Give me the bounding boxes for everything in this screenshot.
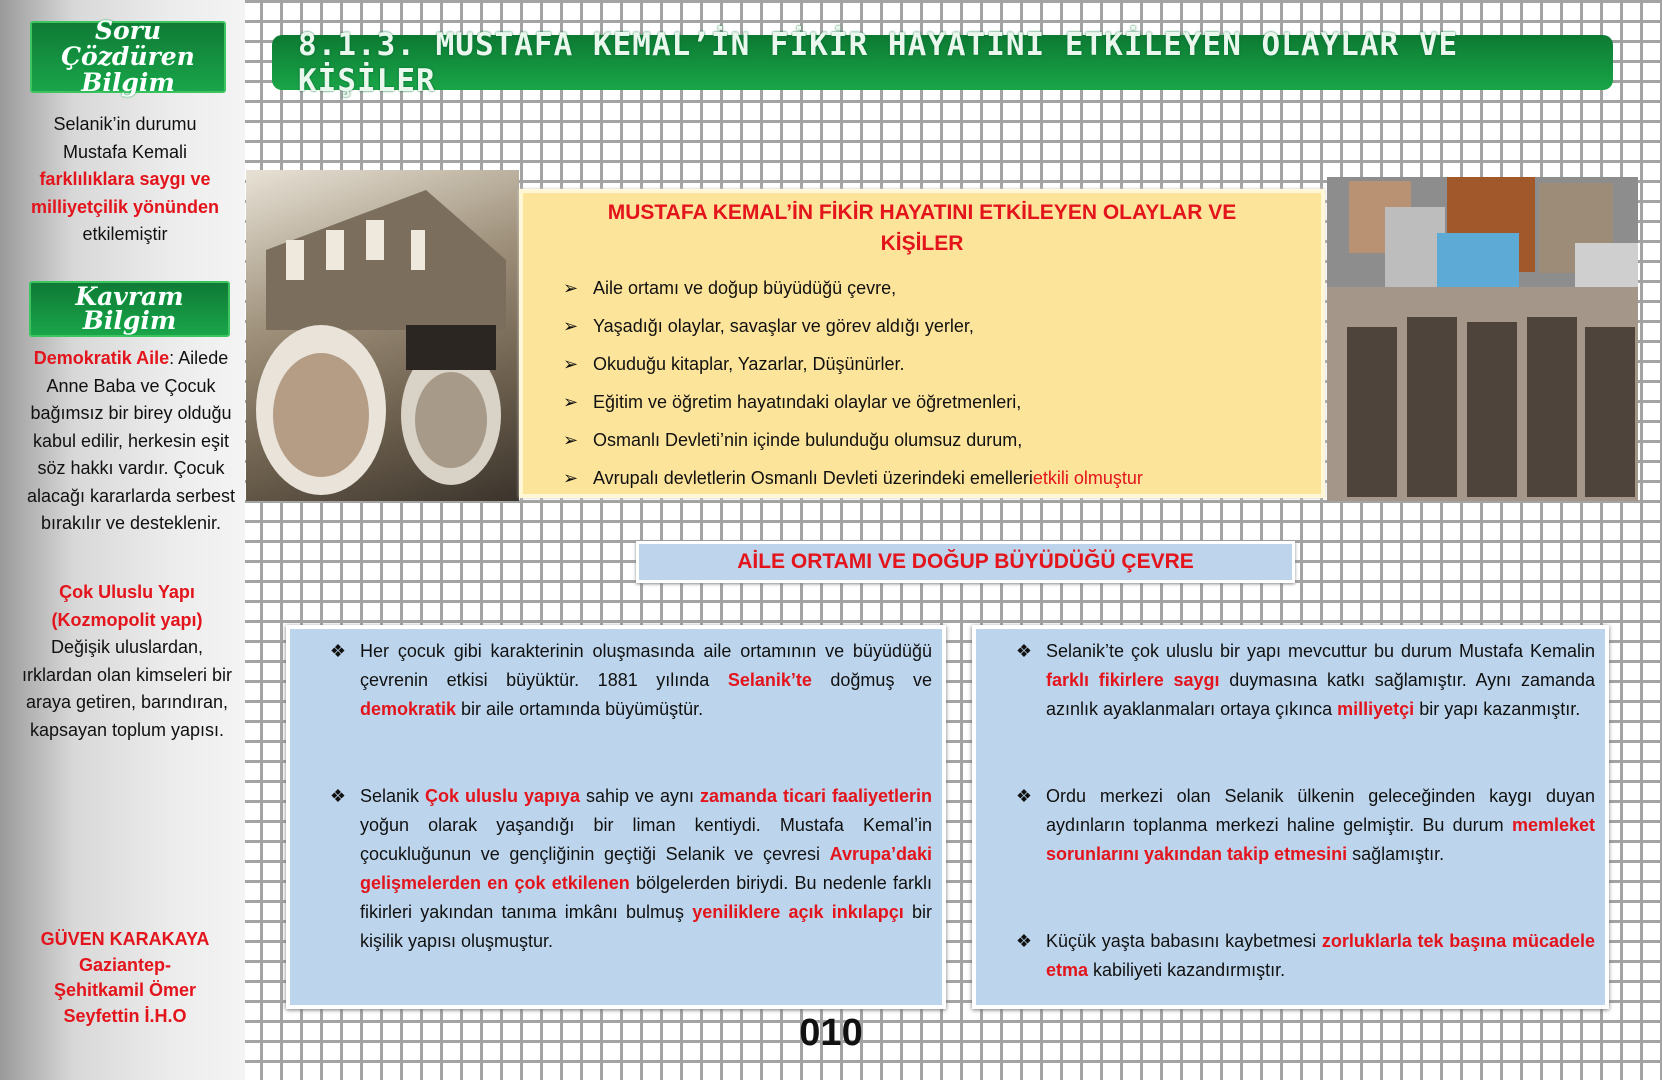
paragraph-text: yoğun olarak yaşandığı bir liman kentiydi. Mustafa Kemal’in çocukluğunun ve gençliğinin geçtiği Selanik ve çevresi <box>360 815 932 864</box>
summary-item-text: Aile ortamı ve doğup büyüdüğü çevre, <box>593 278 897 298</box>
note-line: etkilemiştir <box>82 224 168 244</box>
photo-illustration <box>246 170 519 501</box>
diamond-bullet-icon: ❖ <box>329 786 346 806</box>
summary-item <box>563 307 1321 345</box>
author-credit <box>10 927 240 1029</box>
soru-cozduren-bilgim-badge <box>30 16 226 97</box>
summary-item-text: Avrupalı devletlerin Osmanlı Devleti üzerindeki emelleri <box>593 468 1033 488</box>
house-and-family-photo <box>246 170 519 501</box>
author-line: Seyfettin İ.H.O <box>63 1005 187 1026</box>
note-line: Selanik’in durumu <box>53 114 197 134</box>
summary-item-text: Okuduğu kitaplar, Yazarlar, Düşünürler. <box>593 354 905 374</box>
term: (Kozmopolit yapı) <box>51 609 203 630</box>
summary-title-line: KİŞİLER <box>880 232 964 255</box>
paragraph-text: bir aile ortamında büyümüştür. <box>456 699 704 719</box>
term: Çok Uluslu Yapı <box>59 582 195 602</box>
note-line: Mustafa Kemali <box>62 141 188 162</box>
paragraph-text: kabiliyeti kazandırmıştır. <box>1088 960 1286 980</box>
highlight-text: yeniliklere açık inkılapçı <box>692 902 904 922</box>
summary-box <box>519 189 1325 498</box>
bullet-paragraph <box>976 637 1595 724</box>
paragraph-text: bir kişilik yapısı oluşmuştur. <box>360 902 933 951</box>
bullet-paragraph <box>976 927 1595 985</box>
highlight-text: Çok uluslu yapıya <box>425 786 580 806</box>
badge-line: Bilgim <box>82 306 177 335</box>
colon: : <box>169 348 175 368</box>
paragraph-text: doğmuş ve <box>811 670 932 690</box>
highlight-text: milliyetçi <box>1337 699 1415 719</box>
author-line: GÜVEN KARAKAYA <box>40 929 210 949</box>
definition-text: Değişik uluslardan, ırklardan olan kimseleri bir araya getiren, barındıran, kapsayan toplum yapısı. <box>21 637 233 740</box>
paragraph-text: Selanik <box>360 786 426 806</box>
definition-text: Ailede Anne Baba ve Çocuk bağımsız bir birey olduğu kabul edilir, herkesin eşit söz hakkı vardır. Çocuk alacağı kararlarda serbest bırakılır ve desteklenir. <box>26 348 236 533</box>
paragraph-text: Küçük yaşta babasını kaybetmesi <box>1046 931 1322 951</box>
section-header: AİLE ORTAMI VE DOĞUP BÜYÜDÜĞÜ ÇEVRE <box>636 541 1295 583</box>
highlight-text: Selanik’te <box>727 670 812 690</box>
badge-line: Bilgim <box>81 68 175 97</box>
author-line: Gaziantep- <box>78 954 171 975</box>
highlight-text: zorluklarla tek başına mücadele etma <box>1046 931 1595 980</box>
thinkers-and-officers-photo <box>1327 177 1638 501</box>
arrow-bullet-icon: ➢ <box>563 278 579 298</box>
photo-illustration <box>1327 177 1638 501</box>
arrow-bullet-icon: ➢ <box>563 392 579 412</box>
summary-item <box>563 345 1321 383</box>
summary-title <box>523 197 1321 259</box>
paragraph-text: sağlamıştır. <box>1347 844 1445 864</box>
badge-line: Soru Çözdüren <box>61 16 195 71</box>
diamond-bullet-icon: ❖ <box>1015 641 1032 661</box>
summary-item <box>563 421 1321 459</box>
summary-item-text: Yaşadığı olaylar, savaşlar ve görev aldığı yerler, <box>593 316 974 336</box>
summary-list <box>563 269 1321 497</box>
paragraph-text: Selanik’te çok uluslu bir yapı mevcuttur bu durum Mustafa Kemalin <box>1046 641 1595 661</box>
paragraph-text: sahip ve aynı <box>580 786 700 806</box>
arrow-bullet-icon: ➢ <box>563 468 579 488</box>
highlight-text: demokratik <box>360 699 457 719</box>
summary-item-text: Osmanlı Devleti’nin içinde bulunduğu olumsuz durum, <box>593 430 1023 450</box>
page-title: 8.1.3. MUSTAFA KEMAL’İN FİKİR HAYATINI ETKİLEYEN OLAYLAR VE KİŞİLER <box>272 35 1613 90</box>
note-line: farklılıklara saygı ve <box>39 169 211 189</box>
bullet-paragraph <box>290 637 932 724</box>
diamond-bullet-icon: ❖ <box>1015 931 1032 951</box>
summary-item <box>563 269 1321 307</box>
highlight-text: farklı fikirlere saygı <box>1046 670 1220 690</box>
bullet-paragraph <box>976 782 1595 869</box>
left-bullets <box>290 637 932 956</box>
right-bullets <box>976 637 1595 985</box>
summary-item <box>563 459 1321 497</box>
paragraph-text: Her çocuk gibi karakterinin oluşmasında aile ortamının ve büyüdüğü çevrenin etkisi büyüktür. 1881 yılında <box>360 641 932 690</box>
badge-line: Kavram <box>75 282 184 311</box>
highlight-text: zamanda ticari faaliyetlerin <box>699 786 932 806</box>
author-line: Şehitkamil Ömer <box>53 980 197 1000</box>
kavram-bilgim-badge <box>29 281 230 337</box>
left-content-box <box>286 625 946 1009</box>
highlight-text: memleket sorunlarını yakından takip etmesini <box>1046 815 1595 864</box>
page-number: 010 <box>799 1012 863 1054</box>
paragraph-text: Ordu merkezi olan Selanik ülkenin geleceğinden kaygı duyan aydınların toplanma merkezi haline gelmiştir. Bu durum <box>1046 786 1595 835</box>
arrow-bullet-icon: ➢ <box>563 316 579 336</box>
summary-item <box>563 383 1321 421</box>
definition-cok-uluslu-yapi <box>14 579 240 744</box>
note-line: milliyetçilik yönünden <box>30 196 220 217</box>
highlight-text: Avrupa’daki gelişmelerden en çok etkilenen <box>360 844 932 893</box>
diamond-bullet-icon: ❖ <box>329 641 346 661</box>
right-content-box <box>972 625 1609 1009</box>
bullet-paragraph <box>290 782 932 956</box>
arrow-bullet-icon: ➢ <box>563 354 579 374</box>
paragraph-text: bir yapı kazanmıştır. <box>1414 699 1581 719</box>
paragraph-text: bölgelerden biriydi. Bu nedenle farklı fikirleri yakından tanıma imkânı bulmuş <box>360 873 932 922</box>
definition-demokratik-aile <box>22 345 240 538</box>
summary-item-highlight: etkili olmuştur <box>1032 468 1143 488</box>
diamond-bullet-icon: ❖ <box>1015 786 1032 806</box>
paragraph-text: duymasına katkı sağlamıştır. Aynı zamanda azınlık ayaklanmaları ortaya çıkınca <box>1046 670 1596 719</box>
summary-title-line: MUSTAFA KEMAL’İN FİKİR HAYATINI ETKİLEYEN OLAYLAR VE <box>607 201 1237 224</box>
sidebar <box>0 0 245 1080</box>
selanik-note <box>10 111 240 249</box>
arrow-bullet-icon: ➢ <box>563 430 579 450</box>
summary-item-text: Eğitim ve öğretim hayatındaki olaylar ve öğretmenleri, <box>593 392 1022 412</box>
term: Demokratik Aile <box>33 348 170 368</box>
